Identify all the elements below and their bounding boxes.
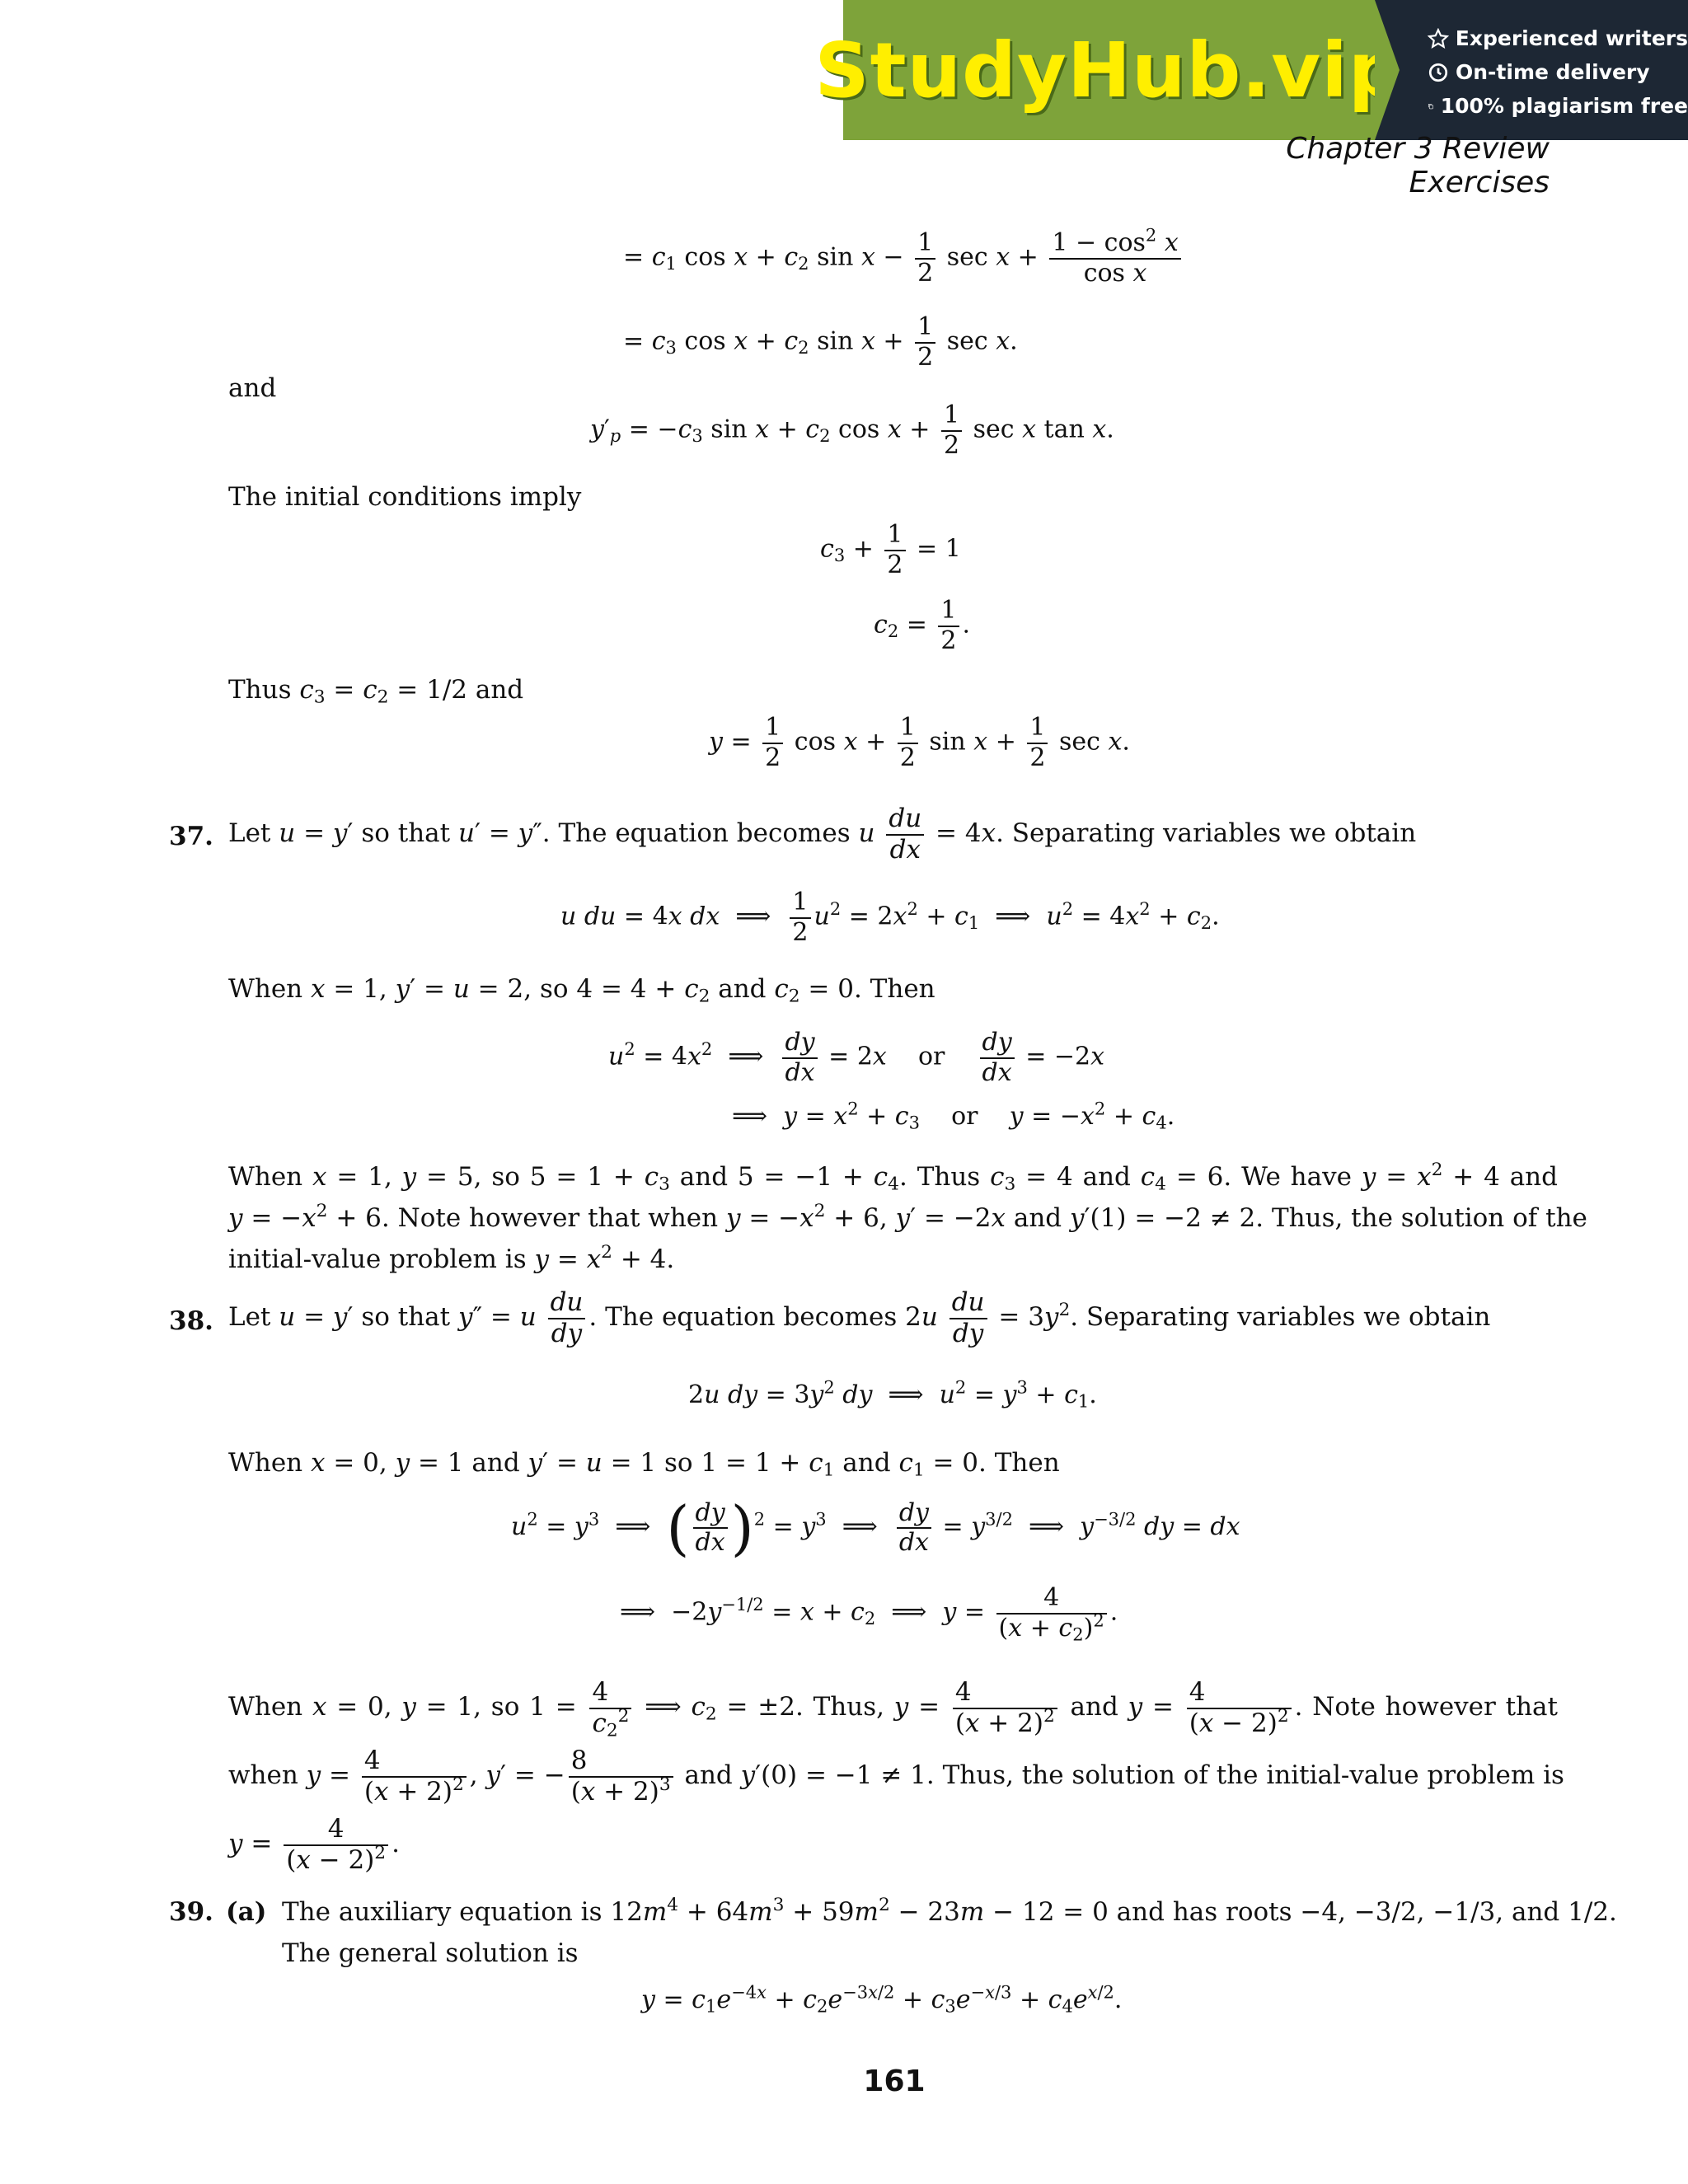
equation-line: = $c_1$ $\cos x + c_2$ sin x − $\frac{1}{2}$ sec x + $\frac{1 - \cos^2 x}{\text{cos x}}$ xyxy=(623,229,1184,288)
text-line: Let u = y′ so that u′ = y″. The equation becomes u $\frac{du}{dx}$ = 4x. Separating variables we obtain xyxy=(228,804,1417,865)
equation-line: ⟹ $-2y^{-1/2} = x + c_2$ ⟹ y = $\frac{4}{(x + c_2)^2}$ . xyxy=(620,1583,1118,1644)
copy-icon xyxy=(1428,96,1434,117)
text-line: Let u = y′ so that y″ = u $\frac{du}{dy}$ . The equation becomes 2u $\frac{du}{dy}$ = $3y^2$. Separating variables we obtain xyxy=(228,1287,1491,1348)
text-line: y = $\frac{4}{(x - 2)^2}$ . xyxy=(228,1814,400,1875)
equation-line: $c_3$ + $\frac{1}{2}$ = 1 xyxy=(820,520,961,579)
equation-line: $y'_p = -c_3$ $\sin x + c_2$ cos x + $\frac{1}{2}$ sec x tan x. xyxy=(590,401,1114,460)
exercise-number: 38. xyxy=(169,1306,213,1336)
chapter-header: Chapter 3 Review Exercises xyxy=(1286,132,1550,199)
equation-line: y = $\frac{1}{2}$ cos x + $\frac{1}{2}$ sin x + $\frac{1}{2}$ sec x. xyxy=(709,713,1130,772)
text-line: When x = 0, y = 1, so 1 = $\frac{4}{c_2^2}$ ⟹ $c_2 = \pm 2$. Thus, y = $\frac{4}{(x + 2)^2}$ and y = $\frac{4}{(x - 2)^2}$ . Note however that xyxy=(228,1677,1559,1741)
equation-line: ⟹ $y = x^2 + c_3$ or $y = -x^2 + c_4$. xyxy=(732,1099,1175,1133)
page-number: 161 xyxy=(863,2064,926,2098)
text-line: when y = $\frac{4}{(x + 2)^2}$ , y′ = − $\frac{8}{(x + 2)^3}$ and y′(0) = −1 ≠ 1. Thus, the solution of the initial-value problem is xyxy=(228,1746,1564,1807)
ad-banner[interactable] xyxy=(814,0,1688,140)
equation-line: $y = c_1e^{-4x} + c_2e^{-3x/2} + c_3e^{-x/3} + c_4e^{x/2}$. xyxy=(641,1982,1123,2017)
text-line: When x = 0, y = 1 and y′ = u = 1 so $1 = 1 + c_1$ and $c_1 = 0$. Then xyxy=(228,1448,1060,1481)
exercise-number: 37. xyxy=(169,822,213,851)
feature-label: On-time delivery xyxy=(1456,60,1650,84)
feature-item xyxy=(1428,55,1688,89)
text-line: initial-value problem is $y = x^2 + 4$. xyxy=(228,1242,675,1274)
equation-line: $u^2 = 4x^2$ ⟹ $\frac{dy}{dx}$ = 2x or $\frac{dy}{dx}$ = −2x xyxy=(608,1028,1105,1087)
feature-item xyxy=(1428,89,1688,123)
text-line: When x = 1, y′ = u = 2, so $4 = 4 + c_2$ and $c_2 = 0$. Then xyxy=(228,974,935,1007)
text-general-solution: The general solution is xyxy=(282,1938,579,1968)
text-line: $y = -x^2 + 6$. Note however that when $y = -x^2 + 6$, y′ = −2x and y′(1) = −2 ≠ 2. Thus, the solution of the xyxy=(228,1201,1587,1233)
text-line: Thus $c_3 = c_2 = 1/2$ and xyxy=(228,675,524,708)
star-icon xyxy=(1428,28,1449,49)
text-and: and xyxy=(228,373,277,403)
exercise-number: 39. xyxy=(169,1897,213,1927)
clock-icon xyxy=(1428,62,1449,83)
part-label: (a) xyxy=(226,1897,267,1927)
feature-item xyxy=(1428,21,1688,55)
text-line: The auxiliary equation is $12m^4 + 64m^3 + 59m^2 - 23m - 12 = 0$ and has roots −4, −3/2, −1/3, and 1/2. xyxy=(282,1895,1617,1927)
brand-logo: StudyHub.vip xyxy=(814,26,1404,115)
brand-panel xyxy=(814,0,1404,140)
text-initial-conditions: The initial conditions imply xyxy=(228,482,582,512)
equation-line: $u^2 = y^3$ ⟹ ( $\frac{dy}{dx}$ )$^2 = y^3$ ⟹ $\frac{dy}{dx}$ = $y^{3/2}$ ⟹ $y^{-3/2}$ dy = dx xyxy=(511,1493,1240,1563)
features-panel xyxy=(1375,0,1688,140)
text-line: When x = 1, y = 5, so $5 = 1 + c_3$ and $5 = -1 + c_4$. Thus $c_3 = 4$ and $c_4 = 6$. We have $y = x^2 + 4$ and xyxy=(228,1160,1558,1195)
equation-line: 2u dy = $3y^2$ dy ⟹ $u^2 = y^3 + c_1$. xyxy=(688,1377,1097,1412)
equation-line: $c_2$ = $\frac{1}{2}$ . xyxy=(874,596,971,655)
equation-line: = $c_3$ $\cos x + c_2$ sin x + $\frac{1}{2}$ sec x. xyxy=(623,312,1018,372)
feature-label: 100% plagiarism free xyxy=(1440,94,1688,118)
feature-label: Experienced writers xyxy=(1455,26,1688,50)
equation-line: u du = 4x dx ⟹ $\frac{1}{2}$ $u^2 = 2x^2 + c_1$ ⟹ $u^2 = 4x^2 + c_2$. xyxy=(560,888,1220,947)
